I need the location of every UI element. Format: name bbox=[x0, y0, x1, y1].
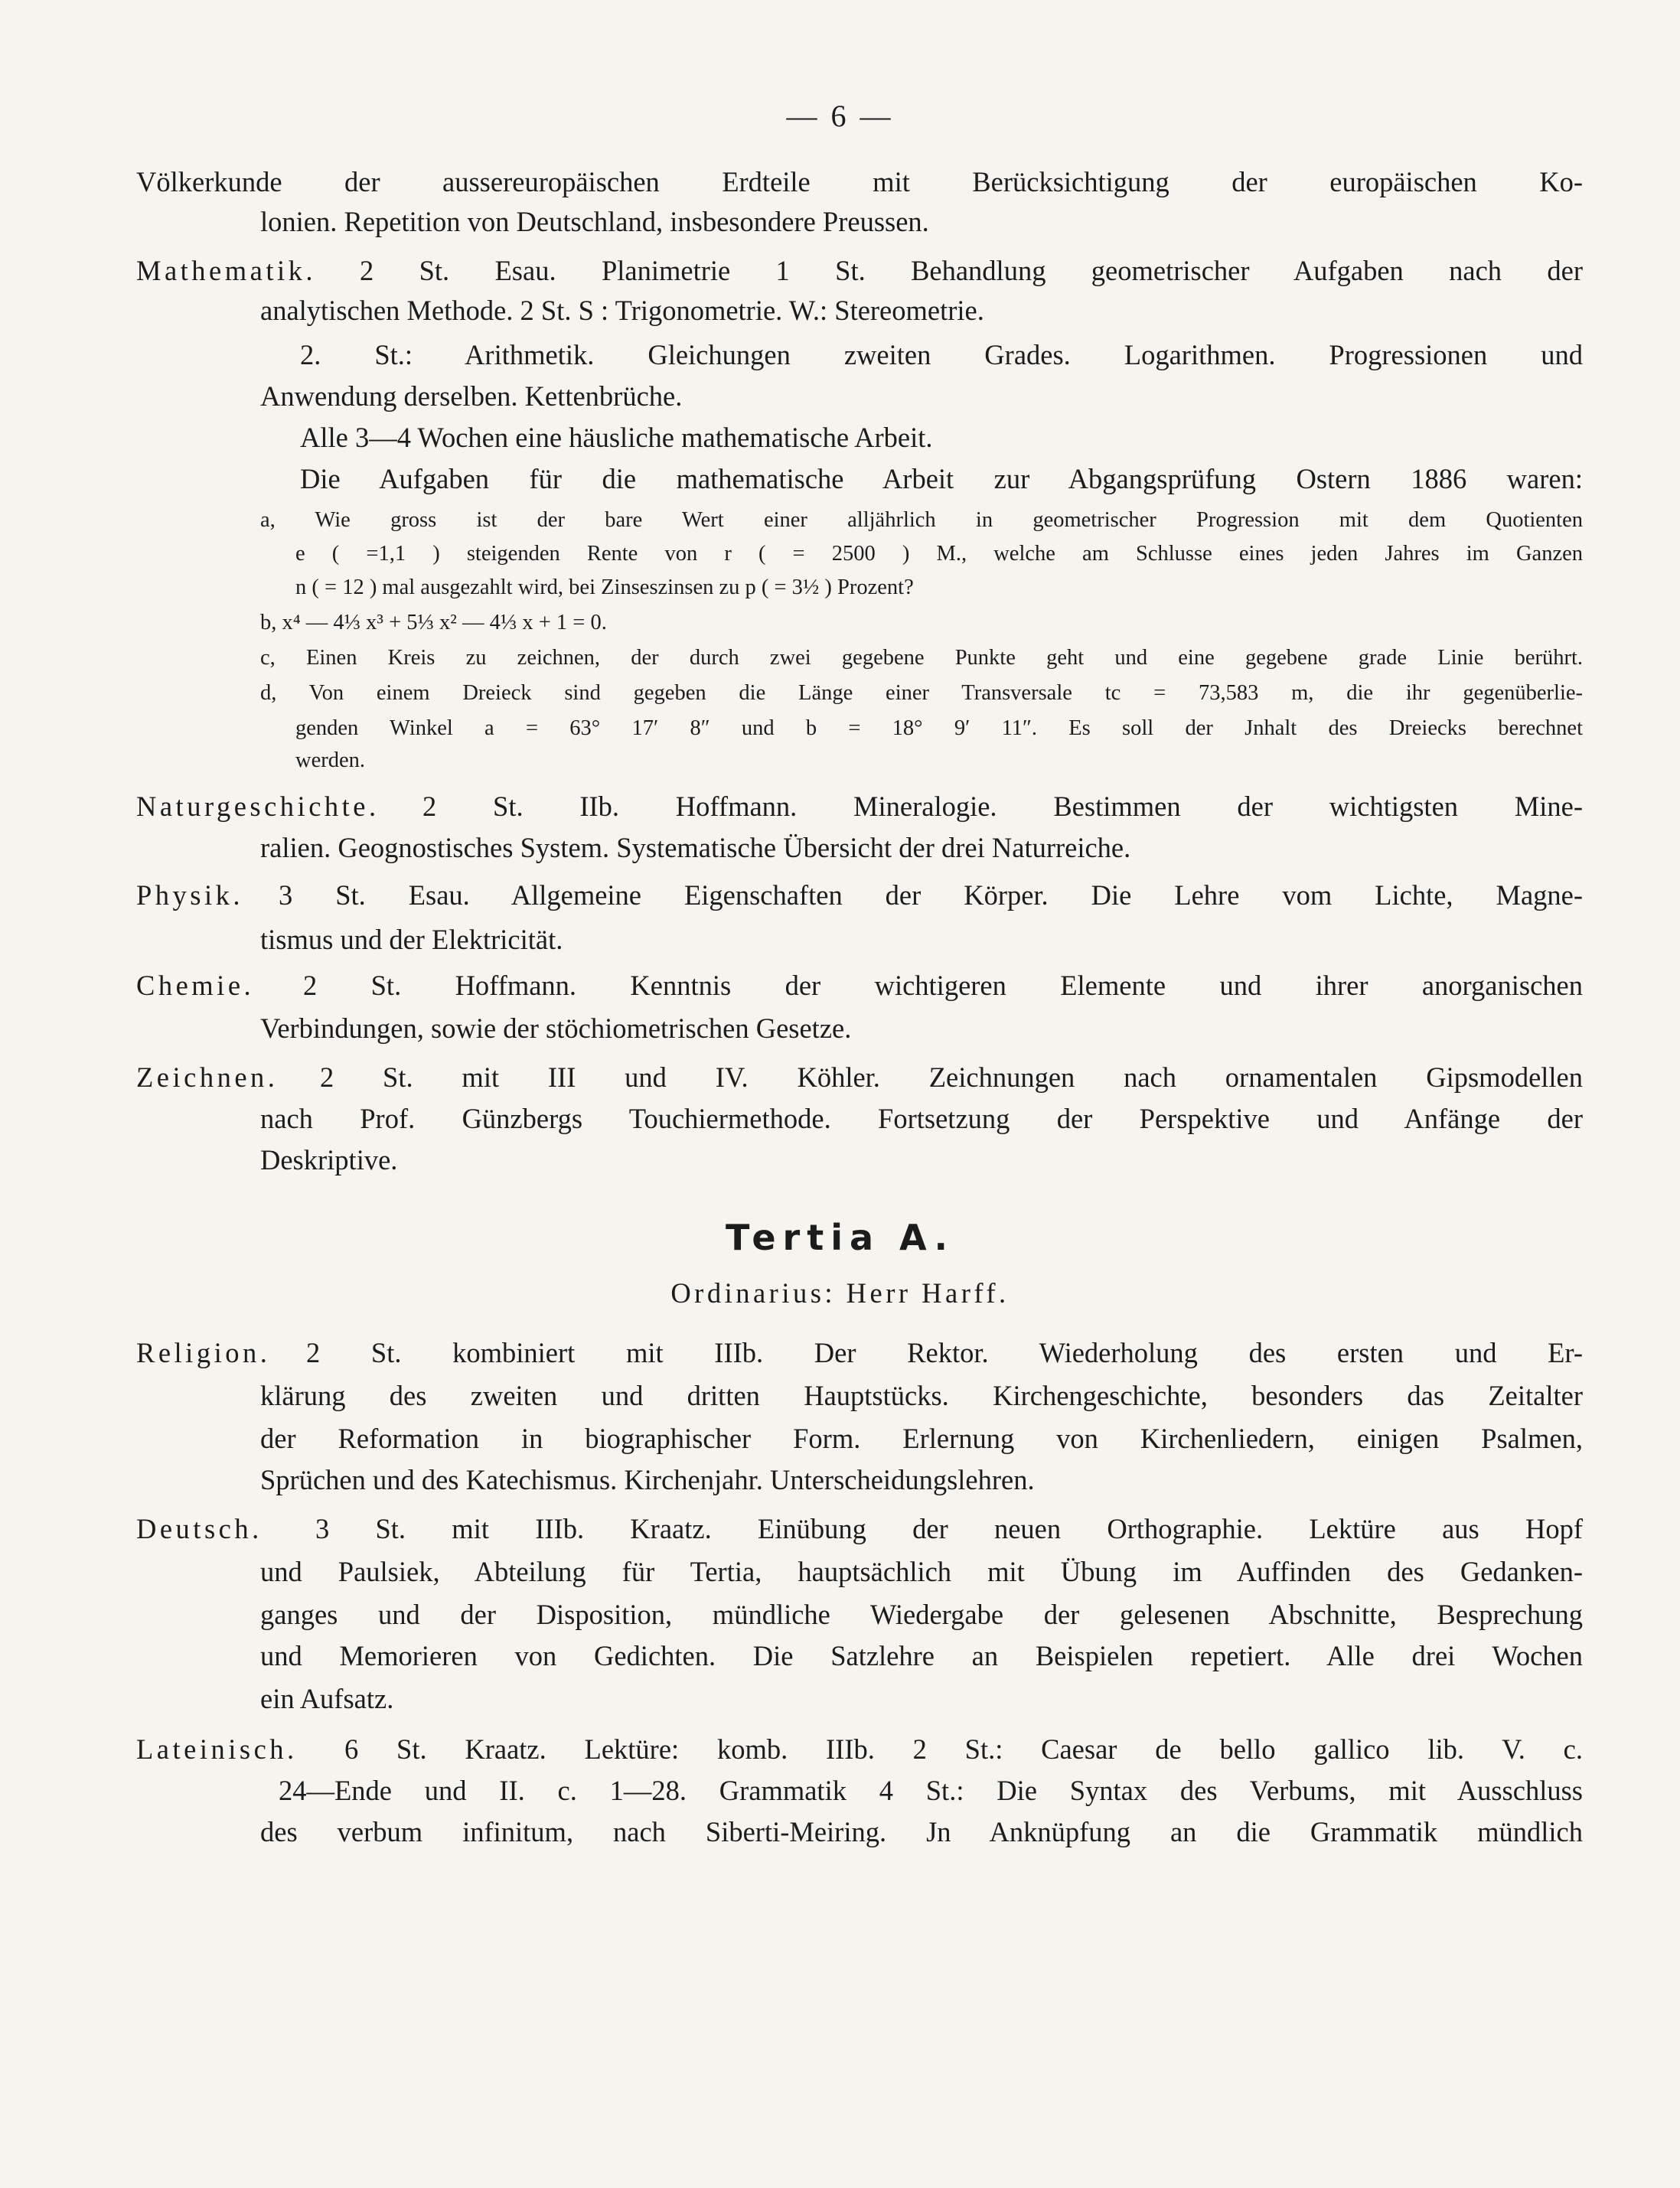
text-line: 24—Ende und II. c. 1—28. Grammatik 4 St.: Die Syntax des Verbums, mit Ausschluss bbox=[279, 1775, 1583, 1806]
page-number: — 6 — bbox=[786, 99, 894, 133]
text-line: Anwendung derselben. Kettenbrüche. bbox=[260, 380, 683, 412]
text-line: ein Aufsatz. bbox=[260, 1683, 394, 1714]
text-line: 3 St. mit IIIb. Kraatz. Einübung der neuen Orthographie. Lektüre aus Hopf bbox=[315, 1513, 1583, 1544]
text-line: 2 St. mit III und IV. Köhler. Zeichnungen nach ornamentalen Gipsmodellen bbox=[320, 1061, 1583, 1093]
subject-label-physik: Physik. bbox=[136, 879, 244, 911]
task-line: n ( = 12 ) mal ausgezahlt wird, bei Zinseszinsen zu p ( = 3½ ) Prozent? bbox=[295, 576, 914, 599]
text-line: 2 St. Esau. Planimetrie 1 St. Behandlung geometrischer Aufgaben nach der bbox=[360, 255, 1583, 286]
text-line: analytischen Methode. 2 St. S : Trigonometrie. W.: Stereometrie. bbox=[260, 295, 984, 326]
subject-label-religion: Religion. bbox=[136, 1337, 271, 1368]
text-line: Deskriptive. bbox=[260, 1144, 398, 1176]
text-line: 2 St. kombiniert mit IIIb. Der Rektor. Wiederholung des ersten und Er- bbox=[306, 1337, 1583, 1368]
text-line: und Paulsiek, Abteilung für Tertia, hauptsächlich mit Übung im Auffinden des Gedanken- bbox=[260, 1556, 1583, 1587]
task-line: d, Von einem Dreieck sind gegeben die Länge einer Transversale tc = 73,583 m, die ihr gegenüberlie- bbox=[260, 681, 1583, 705]
task-line: a, Wie gross ist der bare Wert einer alljährlich in geometrischer Progression mit dem Quotienten bbox=[260, 508, 1583, 532]
subject-label-chemie: Chemie. bbox=[136, 970, 255, 1001]
task-line: e ( =1,1 ) steigenden Rente von r ( = 2500 ) M., welche am Schlusse eines jeden Jahres im Ganzen bbox=[295, 542, 1583, 566]
task-line: genden Winkel a = 63° 17′ 8″ und b = 18° 9′ 11″. Es soll der Jnhalt des Dreiecks berechnet bbox=[295, 716, 1583, 740]
text-line: ganges und der Disposition, mündliche Wiedergabe der gelesenen Abschnitte, Besprechung bbox=[260, 1599, 1583, 1630]
text-line: Alle 3—4 Wochen eine häusliche mathematische Arbeit. bbox=[300, 422, 933, 453]
subject-label-deutsch: Deutsch. bbox=[136, 1513, 263, 1544]
text-line: Sprüchen und des Katechismus. Kirchenjahr. Unterscheidungslehren. bbox=[260, 1464, 1035, 1495]
text-line: 2 St. Hoffmann. Kenntnis der wichtigeren Elemente und ihrer anorganischen bbox=[303, 970, 1583, 1001]
text-line: und Memorieren von Gedichten. Die Satzlehre an Beispielen repetiert. Alle drei Wochen bbox=[260, 1640, 1583, 1671]
subject-label-lateinisch: Lateinisch. bbox=[136, 1733, 298, 1765]
text-line: 6 St. Kraatz. Lektüre: komb. IIIb. 2 St.: Caesar de bello gallico lib. V. c. bbox=[344, 1733, 1583, 1765]
text-line: nach Prof. Günzbergs Touchiermethode. Fortsetzung der Perspektive und Anfänge der bbox=[260, 1103, 1583, 1134]
text-line: tismus und der Elektricität. bbox=[260, 924, 563, 955]
ordinarius-line: Ordinarius: Herr Harff. bbox=[670, 1277, 1010, 1309]
task-line: werden. bbox=[295, 748, 365, 772]
text-line: ralien. Geognostisches System. Systematische Übersicht der drei Naturreiche. bbox=[260, 832, 1131, 863]
subject-label-naturgeschichte: Naturgeschichte. bbox=[136, 791, 380, 822]
text-line: 2 St. IIb. Hoffmann. Mineralogie. Bestimmen der wichtigsten Mine- bbox=[422, 791, 1583, 822]
subject-label-mathematik: Mathematik. bbox=[136, 255, 316, 286]
text-line: klärung des zweiten und dritten Hauptstücks. Kirchengeschichte, besonders das Zeitalter bbox=[260, 1380, 1583, 1411]
subject-label-zeichnen: Zeichnen. bbox=[136, 1061, 279, 1093]
text-line: Verbindungen, sowie der stöchiometrischen Gesetze. bbox=[260, 1012, 852, 1044]
text-line: 2. St.: Arithmetik. Gleichungen zweiten Grades. Logarithmen. Progressionen und bbox=[300, 339, 1583, 370]
text-line: 3 St. Esau. Allgemeine Eigenschaften der Körper. Die Lehre vom Lichte, Magne- bbox=[279, 879, 1583, 911]
text-line: des verbum infinitum, nach Siberti-Meiring. Jn Anknüpfung an die Grammatik mündlich bbox=[260, 1816, 1583, 1847]
text-line: Völkerkunde der aussereuropäischen Erdteile mit Berücksichtigung der europäischen Ko- bbox=[136, 166, 1583, 197]
task-line: c, Einen Kreis zu zeichnen, der durch zwei gegebene Punkte geht und eine gegebene grade Linie berührt. bbox=[260, 646, 1583, 670]
task-line: b, x⁴ — 4⅓ x³ + 5⅓ x² — 4⅓ x + 1 = 0. bbox=[260, 611, 607, 634]
text-line: Die Aufgaben für die mathematische Arbeit zur Abgangsprüfung Ostern 1886 waren: bbox=[300, 463, 1583, 494]
text-line: lonien. Repetition von Deutschland, insbesondere Preussen. bbox=[260, 206, 929, 237]
text-line: der Reformation in biographischer Form. Erlernung von Kirchenliedern, einigen Psalmen, bbox=[260, 1423, 1583, 1454]
section-heading: Tertia A. bbox=[726, 1217, 954, 1258]
